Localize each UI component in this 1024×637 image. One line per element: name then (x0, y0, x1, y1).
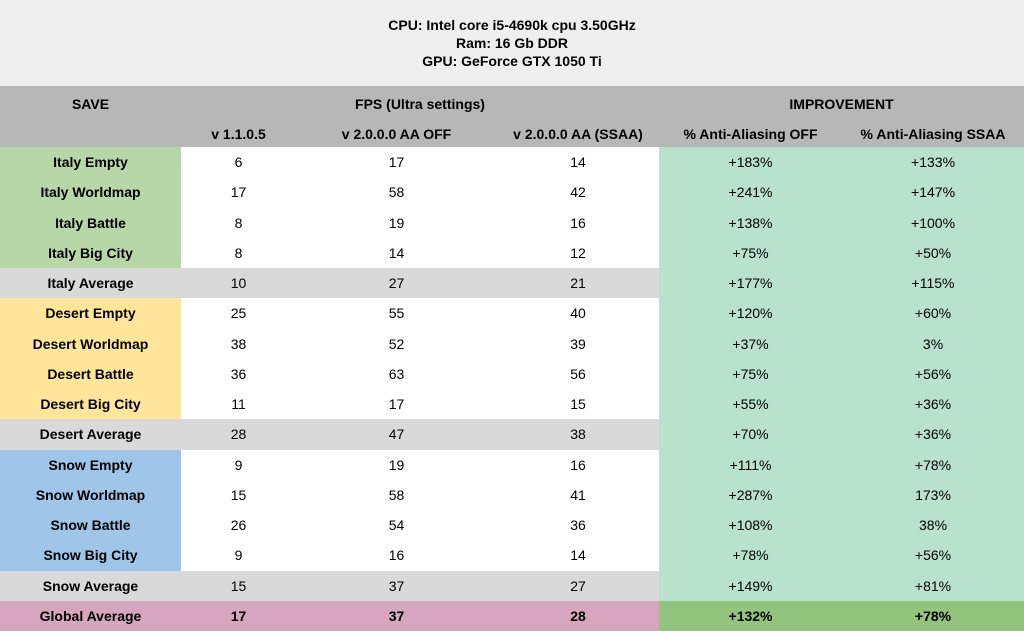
value-cell-ssaa: 16 (570, 214, 586, 231)
value-cell-ssaa: 14 (570, 154, 586, 171)
value-cell-imp-off: +108% (659, 510, 842, 540)
value-cell-imp-ssaa: +56% (842, 540, 1024, 570)
value-cell-v1105: 11 (231, 396, 246, 413)
table-row (0, 147, 1024, 177)
table-row (0, 389, 1024, 419)
value-cell-imp-ssaa: 173% (842, 480, 1024, 510)
value-cell-v1105: 15 (230, 486, 247, 503)
table-row (0, 177, 1024, 207)
table-row (0, 540, 1024, 570)
save-name-cell: Snow Big City (0, 540, 181, 570)
value-cell-ssaa: 42 (570, 184, 586, 201)
save-name-cell: Italy Average (0, 268, 181, 298)
save-name-cell: Italy Big City (0, 238, 181, 268)
col-v1105-header: v 1.1.0.5 (181, 121, 296, 147)
value-cell-aa-off: 37 (296, 601, 497, 631)
value-cell-imp-ssaa: +115% (842, 268, 1024, 298)
fps-table (0, 86, 1024, 631)
average-row (0, 571, 1024, 601)
value-cell-imp-ssaa: 3% (842, 329, 1024, 359)
average-row (0, 268, 1024, 298)
value-cell-imp-off: +177% (659, 268, 842, 298)
value-cell-v1105: 6 (234, 154, 243, 171)
value-cell-aa-off: 54 (388, 517, 405, 534)
fps-header: FPS (Ultra settings) (181, 86, 659, 121)
value-cell-imp-off: +75% (659, 359, 842, 389)
value-cell-aa-off: 27 (296, 268, 497, 298)
column-header-row (0, 121, 1024, 147)
value-cell-imp-off: +183% (659, 147, 842, 177)
header-group-row (0, 86, 1024, 121)
value-cell-imp-off: +138% (659, 208, 842, 238)
value-cell-v1105: 15 (181, 571, 296, 601)
col-imp-off-header: % Anti-Aliasing OFF (659, 121, 842, 147)
value-cell-v1105: 17 (181, 601, 296, 631)
value-cell-imp-off: +287% (659, 480, 842, 510)
value-cell-v1105: 26 (230, 517, 247, 534)
value-cell-v1105: 10 (181, 268, 296, 298)
save-name-cell: Desert Empty (0, 298, 181, 328)
value-cell-aa-off: 55 (388, 305, 405, 322)
value-cell-v1105: 9 (234, 547, 243, 564)
value-cell-aa-off: 58 (388, 184, 405, 201)
value-cell-v1105: 25 (230, 305, 247, 322)
save-name-cell: Snow Worldmap (0, 480, 181, 510)
gpu-spec: GPU: GeForce GTX 1050 Ti (422, 53, 602, 69)
value-cell-v1105: 8 (234, 214, 243, 231)
value-cell-aa-off: 37 (296, 571, 497, 601)
value-cell-v1105: 28 (181, 419, 296, 449)
blank-header (0, 121, 181, 147)
save-name-cell: Italy Worldmap (0, 177, 181, 207)
value-cell-imp-ssaa: +81% (842, 571, 1024, 601)
table-row (0, 480, 1024, 510)
value-cell-ssaa: 39 (570, 335, 586, 352)
value-cell-imp-off: +37% (659, 329, 842, 359)
value-cell-imp-off: +132% (659, 601, 842, 631)
global-average-row (0, 601, 1024, 631)
save-name-cell: Desert Average (0, 419, 181, 449)
value-cell-imp-off: +120% (659, 298, 842, 328)
value-cell-ssaa: 14 (570, 547, 586, 564)
value-cell-aa-off: 19 (388, 214, 405, 231)
value-cell-imp-off: +55% (659, 389, 842, 419)
value-cell-ssaa: 56 (570, 365, 586, 382)
value-cell-imp-off: +78% (659, 540, 842, 570)
value-cell-imp-off: +241% (659, 177, 842, 207)
value-cell-aa-off: 47 (296, 419, 497, 449)
value-cell-ssaa: 38 (497, 419, 659, 449)
save-name-cell: Italy Battle (0, 208, 181, 238)
value-cell-imp-off: +75% (659, 238, 842, 268)
improvement-header: IMPROVEMENT (659, 86, 1024, 121)
save-name-cell: Snow Empty (0, 450, 181, 480)
value-cell-aa-off: 63 (388, 365, 405, 382)
value-cell-v1105: 17 (230, 184, 247, 201)
value-cell-aa-off: 16 (388, 547, 405, 564)
save-name-cell: Italy Empty (0, 147, 181, 177)
col-imp-ssaa-header: % Anti-Aliasing SSAA (842, 121, 1024, 147)
value-cell-v1105: 38 (230, 335, 247, 352)
ram-spec: Ram: 16 Gb DDR (455, 35, 569, 51)
average-row (0, 419, 1024, 449)
value-cell-v1105: 36 (230, 365, 247, 382)
value-cell-ssaa: 41 (570, 486, 586, 503)
value-cell-ssaa: 40 (570, 305, 586, 322)
table-row (0, 329, 1024, 359)
value-cell-imp-ssaa: +60% (842, 298, 1024, 328)
value-cell-imp-ssaa: +78% (842, 450, 1024, 480)
system-specs (0, 0, 1024, 86)
value-cell-v1105: 8 (234, 244, 243, 261)
col-aa-off-header: v 2.0.0.0 AA OFF (296, 121, 497, 147)
value-cell-ssaa: 21 (497, 268, 659, 298)
table-row (0, 298, 1024, 328)
value-cell-imp-off: +111% (659, 450, 842, 480)
save-name-cell: Desert Worldmap (0, 329, 181, 359)
value-cell-imp-ssaa: 38% (842, 510, 1024, 540)
value-cell-imp-ssaa: +56% (842, 359, 1024, 389)
table-row (0, 450, 1024, 480)
value-cell-ssaa: 36 (570, 517, 586, 534)
table-row (0, 208, 1024, 238)
value-cell-imp-ssaa: +78% (842, 601, 1024, 631)
save-name-cell: Desert Battle (0, 359, 181, 389)
save-header: SAVE (0, 86, 181, 121)
value-cell-aa-off: 17 (388, 396, 405, 413)
table-row (0, 510, 1024, 540)
value-cell-imp-off: +70% (659, 419, 842, 449)
value-cell-aa-off: 19 (388, 456, 405, 473)
value-cell-aa-off: 17 (388, 154, 405, 171)
cpu-spec: CPU: Intel core i5-4690k cpu 3.50GHz (388, 17, 636, 33)
save-name-cell: Snow Battle (0, 510, 181, 540)
value-cell-imp-ssaa: +100% (842, 208, 1024, 238)
value-cell-ssaa: 12 (570, 244, 586, 261)
value-cell-aa-off: 14 (388, 244, 405, 261)
value-cell-ssaa: 27 (497, 571, 659, 601)
table-row (0, 238, 1024, 268)
value-cell-imp-off: +149% (659, 571, 842, 601)
value-cell-aa-off: 52 (388, 335, 405, 352)
save-name-cell: Snow Average (0, 571, 181, 601)
value-cell-imp-ssaa: +36% (842, 389, 1024, 419)
save-name-cell: Desert Big City (0, 389, 181, 419)
value-cell-imp-ssaa: +36% (842, 419, 1024, 449)
table-row (0, 359, 1024, 389)
value-cell-imp-ssaa: +133% (842, 147, 1024, 177)
value-cell-ssaa: 16 (570, 456, 586, 473)
value-cell-ssaa: 15 (570, 396, 586, 413)
value-cell-imp-ssaa: +50% (842, 238, 1024, 268)
save-name-cell: Global Average (0, 601, 181, 631)
value-cell-ssaa: 28 (497, 601, 659, 631)
value-cell-v1105: 9 (234, 456, 243, 473)
value-cell-aa-off: 58 (388, 486, 405, 503)
col-ssaa-header: v 2.0.0.0 AA (SSAA) (497, 121, 659, 147)
value-cell-imp-ssaa: +147% (842, 177, 1024, 207)
